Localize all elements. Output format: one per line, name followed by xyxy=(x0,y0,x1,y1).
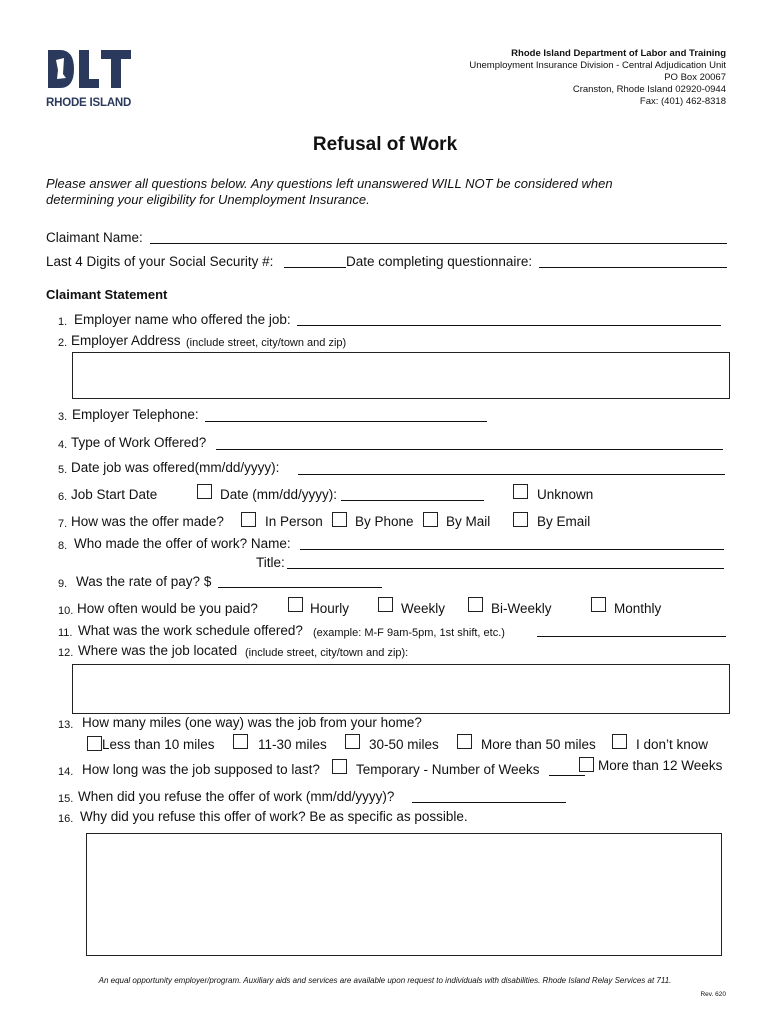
hourly-checkbox[interactable] xyxy=(288,597,303,612)
q4-number: 4. xyxy=(58,439,68,451)
miles-30-50-label: 30-50 miles xyxy=(369,737,439,752)
bi-weekly-label: Bi-Weekly xyxy=(491,601,552,616)
miles-30-50-checkbox[interactable] xyxy=(345,734,360,749)
q15-number: 15. xyxy=(58,793,74,805)
footer-note: An equal opportunity employer/program. Auxiliary aids and services are available upon request to individuals with disabilities. Rhode Island Relay Services at 711. xyxy=(98,976,672,985)
start-date-field[interactable] xyxy=(341,500,484,501)
agency-division: Unemployment Insurance Division - Central Adjudication Unit xyxy=(469,60,726,71)
employer-name-field[interactable] xyxy=(297,325,721,326)
q5-label: Date job was offered(mm/dd/yyyy): xyxy=(71,460,280,475)
more-than-50-label: More than 50 miles xyxy=(481,737,596,752)
miles-11-30-label: 11-30 miles xyxy=(258,737,327,752)
monthly-checkbox[interactable] xyxy=(591,597,606,612)
q12-number: 12. xyxy=(58,647,74,659)
ssn-label: Last 4 Digits of your Social Security #: xyxy=(46,254,274,269)
by-email-label: By Email xyxy=(537,514,591,529)
q13-label: How many miles (one way) was the job from your home? xyxy=(82,715,422,730)
more-than-50-checkbox[interactable] xyxy=(457,734,472,749)
q7-label: How was the offer made? xyxy=(71,514,224,529)
refusal-reason-box[interactable] xyxy=(86,833,722,956)
date-completing-field[interactable] xyxy=(539,267,727,268)
q2-label: Employer Address xyxy=(71,333,181,348)
q6-date-label: Date (mm/dd/yyyy): xyxy=(220,487,338,502)
q8-label: Who made the offer of work? Name: xyxy=(74,536,291,551)
claimant-name-label: Claimant Name: xyxy=(46,230,143,245)
by-phone-label: By Phone xyxy=(355,514,414,529)
q11-hint: (example: M-F 9am-5pm, 1st shift, etc.) xyxy=(313,627,505,639)
weekly-checkbox[interactable] xyxy=(378,597,393,612)
q10-number: 10. xyxy=(58,605,74,617)
dlt-logo-mark xyxy=(46,48,132,90)
q16-label: Why did you refuse this offer of work? Be as specific as possible. xyxy=(80,809,468,824)
q1-label: Employer name who offered the job: xyxy=(74,312,291,327)
q12-hint: (include street, city/town and zip): xyxy=(245,647,409,659)
logo-state-text: RHODE ISLAND xyxy=(46,97,132,109)
offer-maker-title-field[interactable] xyxy=(287,568,724,569)
q16-number: 16. xyxy=(58,813,74,825)
dont-know-checkbox[interactable] xyxy=(612,734,627,749)
more-than-12-weeks-label: More than 12 Weeks xyxy=(598,758,723,773)
q11-number: 11. xyxy=(58,627,73,639)
temporary-checkbox[interactable] xyxy=(332,759,347,774)
dont-know-label: I don’t know xyxy=(636,737,709,752)
q9-label: Was the rate of pay? $ xyxy=(76,574,212,589)
q6-label: Job Start Date xyxy=(71,487,158,502)
q3-label: Employer Telephone: xyxy=(72,407,199,422)
temporary-label: Temporary - Number of Weeks xyxy=(356,762,540,777)
agency-name: Rhode Island Department of Labor and Training xyxy=(511,48,726,59)
hourly-label: Hourly xyxy=(310,601,350,616)
instructions-line2: determining your eligibility for Unemployment Insurance. xyxy=(46,192,370,207)
q2-hint: (include street, city/town and zip) xyxy=(186,337,347,349)
by-phone-checkbox[interactable] xyxy=(332,512,347,527)
dlt-logo xyxy=(46,48,136,108)
weekly-label: Weekly xyxy=(401,601,446,616)
by-email-checkbox[interactable] xyxy=(513,512,528,527)
agency-city: Cranston, Rhode Island 02920-0944 xyxy=(572,84,726,95)
start-date-unknown-checkbox[interactable] xyxy=(513,484,528,499)
q6-number: 6. xyxy=(58,491,68,503)
q4-label: Type of Work Offered? xyxy=(71,435,207,450)
q13-number: 13. xyxy=(58,719,74,731)
employer-address-box[interactable] xyxy=(72,352,730,399)
q15-label: When did you refuse the offer of work (mm/dd/yyyy)? xyxy=(78,789,395,804)
bi-weekly-checkbox[interactable] xyxy=(468,597,483,612)
rate-of-pay-field[interactable] xyxy=(218,587,382,588)
q6-unknown-label: Unknown xyxy=(537,487,594,502)
q1-number: 1. xyxy=(58,316,68,328)
agency-fax: Fax: (401) 462-8318 xyxy=(639,96,726,107)
q14-number: 14. xyxy=(58,766,74,778)
more-than-12-weeks-checkbox[interactable] xyxy=(579,757,594,772)
revision-label: Rev. 620 xyxy=(700,991,726,998)
section-title: Claimant Statement xyxy=(46,287,168,302)
q8-number: 8. xyxy=(58,540,68,552)
date-offered-field[interactable] xyxy=(298,474,725,475)
job-location-box[interactable] xyxy=(72,664,730,714)
number-of-weeks-field[interactable] xyxy=(549,775,585,776)
start-date-checkbox[interactable] xyxy=(197,484,212,499)
employer-telephone-field[interactable] xyxy=(205,421,487,422)
q9-number: 9. xyxy=(58,578,68,590)
by-mail-label: By Mail xyxy=(446,514,491,529)
offer-maker-name-field[interactable] xyxy=(300,549,724,550)
by-mail-checkbox[interactable] xyxy=(423,512,438,527)
q12-label: Where was the job located xyxy=(78,643,238,658)
date-completing-label: Date completing questionnaire: xyxy=(346,254,533,269)
work-schedule-field[interactable] xyxy=(537,636,726,637)
q5-number: 5. xyxy=(58,464,68,476)
instructions-line1: Please answer all questions below. Any questions left unanswered WILL NOT be considered when xyxy=(46,176,613,191)
monthly-label: Monthly xyxy=(614,601,662,616)
q7-number: 7. xyxy=(58,518,68,530)
agency-po-box: PO Box 20067 xyxy=(664,72,726,83)
work-type-field[interactable] xyxy=(216,449,723,450)
in-person-label: In Person xyxy=(265,514,323,529)
q11-label: What was the work schedule offered? xyxy=(78,623,303,638)
q10-label: How often would be you paid? xyxy=(77,601,258,616)
refusal-date-field[interactable] xyxy=(412,802,566,803)
q14-label: How long was the job supposed to last? xyxy=(82,762,320,777)
less-than-10-label: Less than 10 miles xyxy=(102,737,215,752)
miles-11-30-checkbox[interactable] xyxy=(233,734,248,749)
q3-number: 3. xyxy=(58,411,68,423)
claimant-name-field[interactable] xyxy=(150,243,727,244)
q2-number: 2. xyxy=(58,337,68,349)
in-person-checkbox[interactable] xyxy=(241,512,256,527)
less-than-10-checkbox[interactable] xyxy=(87,736,102,751)
ssn-field[interactable] xyxy=(284,267,346,268)
page-title: Refusal of Work xyxy=(312,134,458,155)
q8-title-label: Title: xyxy=(256,555,285,570)
